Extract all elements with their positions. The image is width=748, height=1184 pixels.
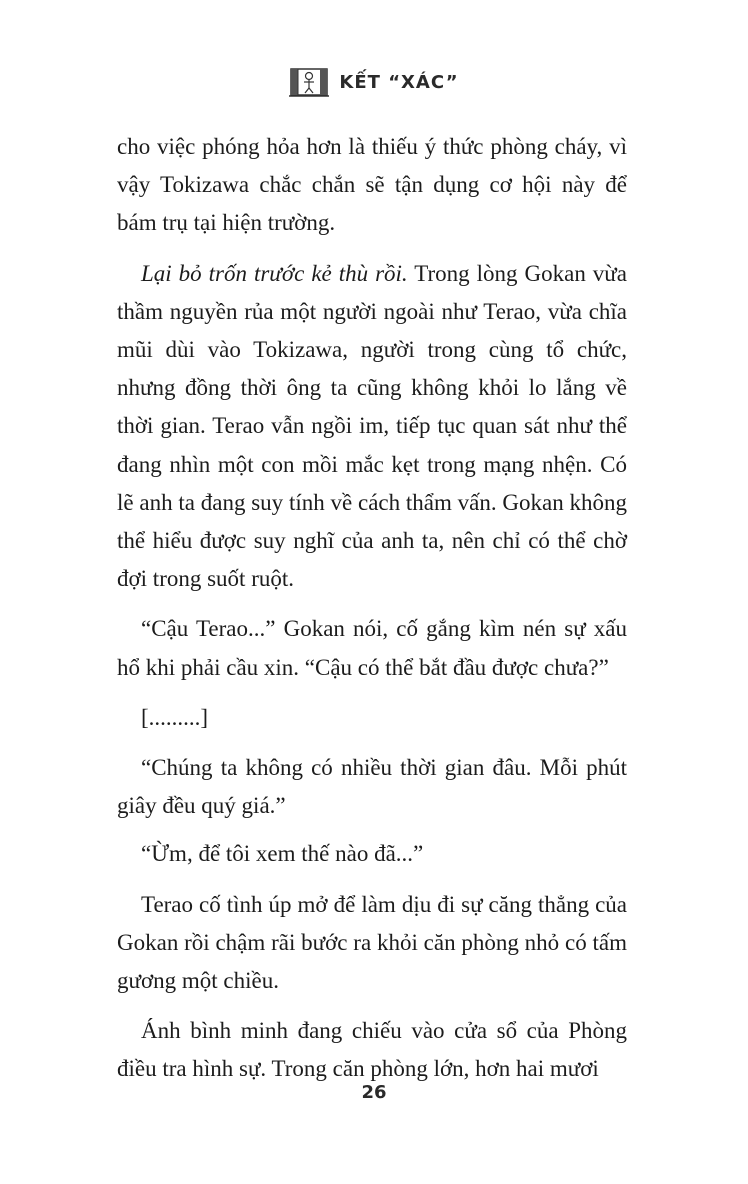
paragraph-text: Ánh bình minh đang chiếu vào cửa sổ của Phòng điều tra hình sự. Trong căn phòng lớn, hơn hai mươi: [117, 1018, 627, 1082]
paragraph-text: Trong lòng Gokan vừa thầm nguyền rủa một người ngoài như Terao, vừa chĩa mũi dùi vào Tokizawa, người trong cùng tổ chức, nhưng đồng thời ông ta cũng không khỏi lo lắng về thời gian. Terao vẫn ngồi im, tiếp tục quan sát như thể đang nhìn một con mồi mắc kẹt trong mạng nhện. Có lẽ anh ta đang suy tính về cách thẩm vấn. Gokan không thể hiểu được suy nghĩ của anh ta, nên chỉ có thể chờ đợi trong suốt ruột.: [117, 260, 627, 592]
paragraph-text: “Cậu Terao...” Gokan nói, cố gắng kìm nén sự xấu hổ khi phải cầu xin. “Cậu có thể bắt đầu được chưa?”: [117, 616, 627, 680]
paragraph-text: [.........]: [141, 704, 209, 730]
book-skeleton-emblem-icon: [289, 66, 329, 98]
paragraph-text: “Chúng ta không có nhiều thời gian đâu. Mỗi phút giây đều quý giá.”: [117, 755, 627, 819]
paragraph: [117, 886, 627, 1001]
page-number: 26: [361, 1082, 387, 1103]
paragraph: [117, 255, 627, 599]
paragraph: [117, 128, 627, 243]
running-header: [0, 62, 748, 102]
paragraph-italic-text: Lại bỏ trốn trước kẻ thù rồi.: [141, 260, 408, 286]
paragraph: [117, 1012, 627, 1088]
page-body: [117, 128, 627, 1101]
paragraph-text: “Ừm, để tôi xem thế nào đã...”: [141, 841, 424, 867]
paragraph: [117, 610, 627, 686]
paragraph: [117, 835, 627, 873]
paragraph-text: Terao cố tình úp mở để làm dịu đi sự căng thẳng của Gokan rồi chậm rãi bước ra khỏi căn phòng nhỏ có tấm gương một chiều.: [117, 891, 627, 994]
running-title: KẾT “XÁC”: [339, 71, 459, 93]
paragraph: [117, 699, 627, 737]
paragraph-text: cho việc phóng hỏa hơn là thiếu ý thức phòng cháy, vì vậy Tokizawa chắc chắn sẽ tận dụng cơ hội này để bám trụ tại hiện trường.: [117, 134, 627, 236]
paragraph: [117, 749, 627, 825]
